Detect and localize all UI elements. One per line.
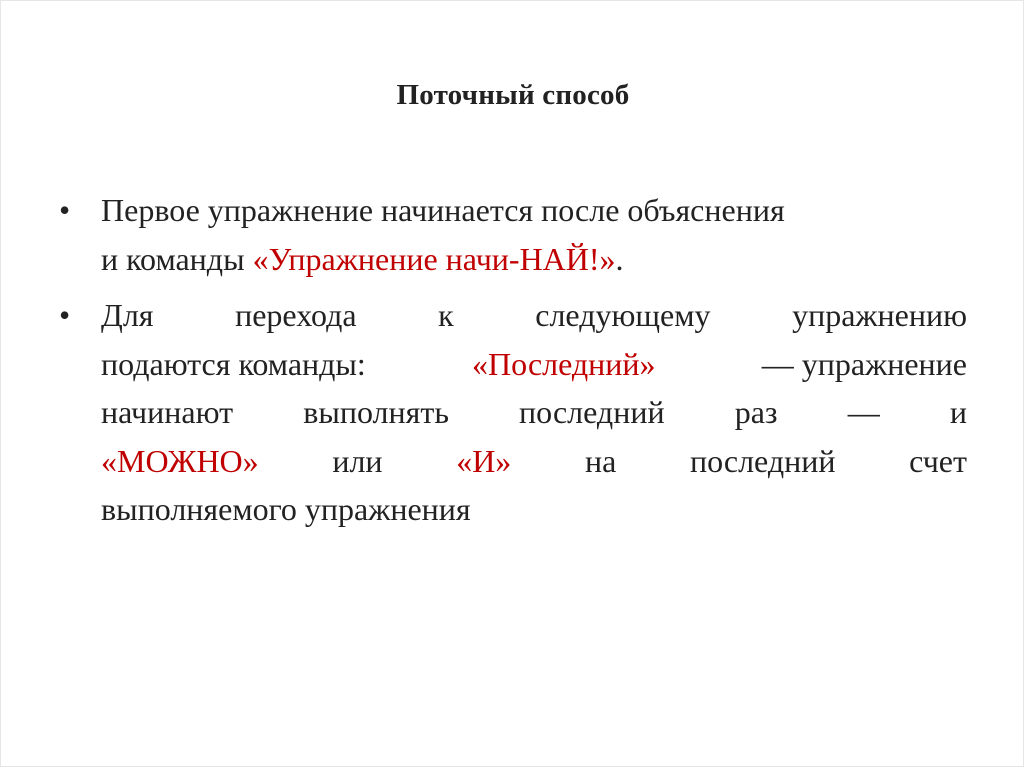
word: следующему <box>535 297 711 333</box>
word: к <box>438 297 454 333</box>
word: последний <box>689 442 836 479</box>
bullet-icon: • <box>59 297 71 333</box>
word: начинают <box>101 394 234 430</box>
word: Для <box>101 297 154 333</box>
word: выполнять <box>303 394 449 430</box>
bullet-line <box>101 340 967 389</box>
bullet-item-first-exercise <box>59 186 967 283</box>
command-text: «МОЖНО» <box>101 442 259 479</box>
word: раз <box>734 394 778 430</box>
bullet-text <box>101 291 967 534</box>
bullet-icon: • <box>59 192 71 228</box>
slide-title: Поточный способ <box>396 79 630 111</box>
command-text: «Последний» <box>472 345 656 382</box>
text-segment: — упражнение <box>761 345 967 382</box>
word: упражнению <box>792 297 967 333</box>
word: или <box>332 442 383 479</box>
command-text: «Упражнение начи-НАЙ!» <box>252 240 616 277</box>
bullet-text <box>101 186 967 283</box>
word: последний <box>519 394 665 430</box>
word: — <box>847 394 880 430</box>
bullet-list <box>59 186 967 542</box>
bullet-line: выполняемого упражнения <box>101 491 471 527</box>
bullet-line <box>101 437 967 486</box>
text-segment: подаются команды: <box>101 345 366 382</box>
word: перехода <box>235 297 357 333</box>
word: счет <box>909 442 967 479</box>
word: на <box>584 442 617 479</box>
bullet-item-next-exercise <box>59 291 967 534</box>
bullet-line <box>101 291 967 340</box>
word: и <box>949 394 967 430</box>
text-segment: . <box>615 240 624 277</box>
bullet-line <box>101 388 967 437</box>
text-segment: и команды <box>101 240 253 277</box>
bullet-line <box>101 235 967 284</box>
bullet-line: Первое упражнение начинается после объяснения <box>101 192 785 228</box>
command-text: «И» <box>456 442 512 479</box>
